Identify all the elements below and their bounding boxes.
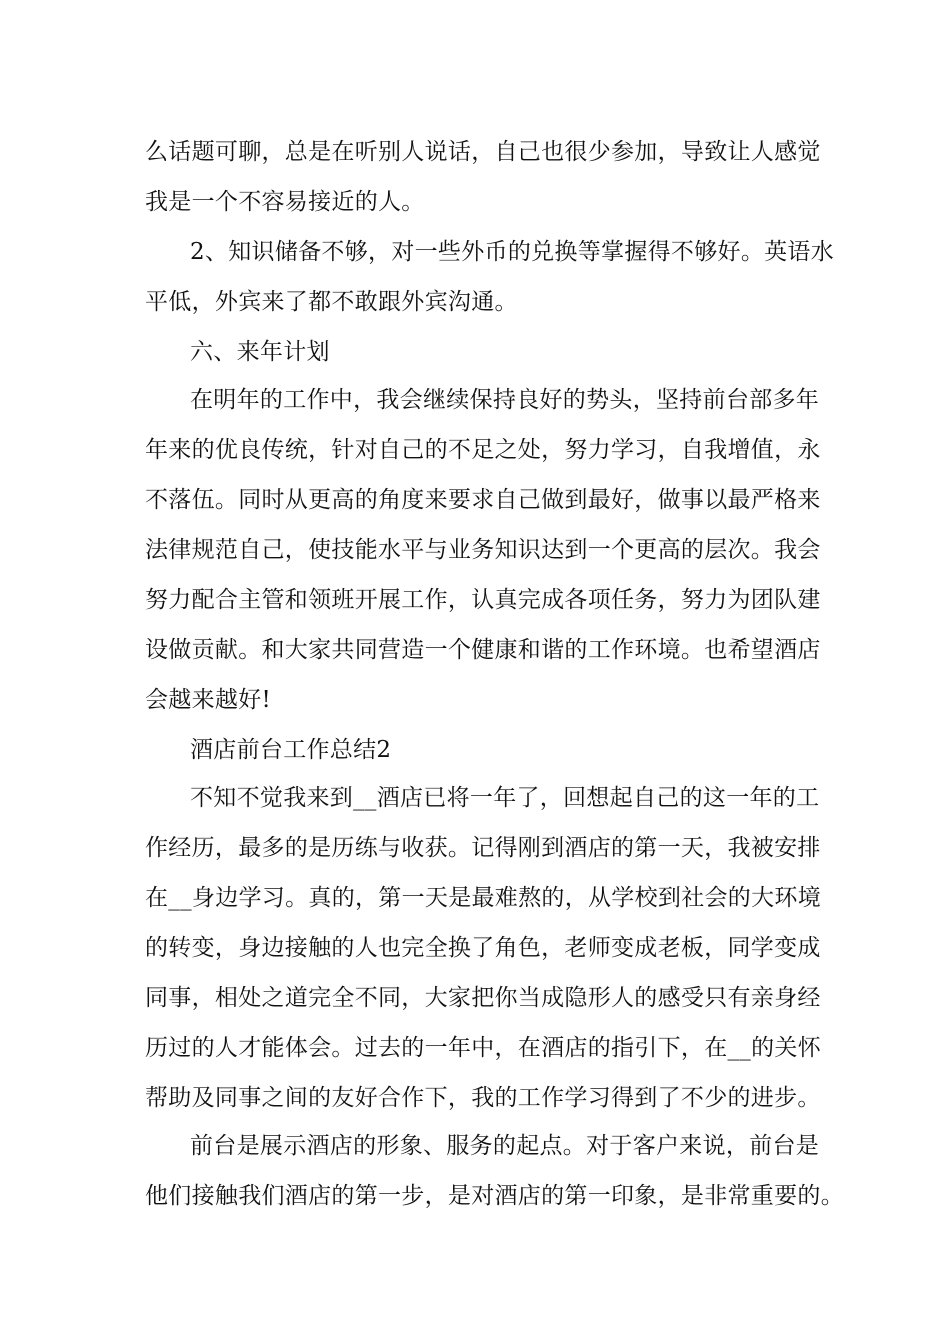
text-line: 不知不觉我来到__酒店已将一年了，回想起自己的这一年的工	[190, 785, 820, 811]
text-line: 他们接触我们酒店的第一步，是对酒店的第一印象，是非常重要的。	[145, 1183, 844, 1209]
text-line: 作经历，最多的是历练与收获。记得刚到酒店的第一天，我被安排	[145, 835, 821, 861]
text-line: 不落伍。同时从更高的角度来要求自己做到最好，做事以最严格来	[145, 487, 821, 513]
text-line: 会越来越好!	[145, 687, 272, 713]
text-line: 在__身边学习。真的，第一天是最难熬的，从学校到社会的大环境	[145, 885, 821, 911]
text-line: 么话题可聊，总是在听别人说话，自己也很少参加，导致让人感觉	[145, 139, 821, 165]
text-line: 前台是展示酒店的形象、服务的起点。对于客户来说，前台是	[190, 1133, 820, 1159]
text-line: 我是一个不容易接近的人。	[145, 189, 425, 215]
section-heading: 六、来年计划	[190, 339, 330, 365]
section-title: 酒店前台工作总结2	[190, 737, 392, 763]
text-line: 帮助及同事之间的友好合作下，我的工作学习得到了不少的进步。	[145, 1085, 821, 1111]
text-line: 2、知识储备不够，对一些外币的兑换等掌握得不够好。英语水	[190, 239, 835, 265]
text-line: 年来的优良传统，针对自己的不足之处，努力学习，自我增值，永	[145, 437, 821, 463]
text-line: 努力配合主管和领班开展工作，认真完成各项任务，努力为团队建	[145, 587, 821, 613]
text-line: 历过的人才能体会。过去的一年中，在酒店的指引下，在__的关怀	[145, 1035, 821, 1061]
text-line: 设做贡献。和大家共同营造一个健康和谐的工作环境。也希望酒店	[145, 637, 821, 663]
text-line: 法律规范自己，使技能水平与业务知识达到一个更高的层次。我会	[145, 537, 821, 563]
text-line: 的转变，身边接触的人也完全换了角色，老师变成老板，同学变成	[145, 935, 821, 961]
text-line: 平低，外宾来了都不敢跟外宾沟通。	[145, 289, 518, 315]
text-line: 同事，相处之道完全不同，大家把你当成隐形人的感受只有亲身经	[145, 985, 821, 1011]
text-line: 在明年的工作中，我会继续保持良好的势头，坚持前台部多年	[190, 387, 820, 413]
